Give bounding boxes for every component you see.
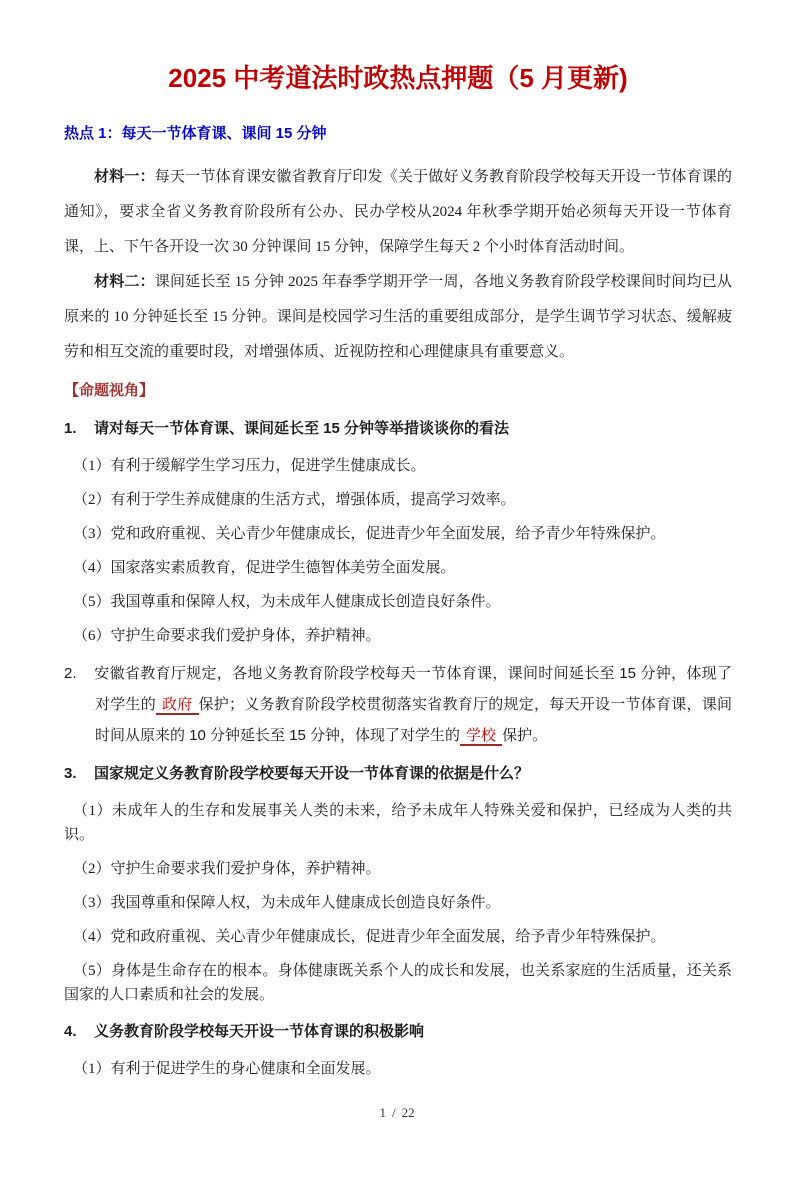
section-label: 【命题视角】 (64, 382, 155, 399)
question-3-number: 3. (64, 765, 77, 782)
material-2-paragraph (64, 265, 732, 370)
question-4-heading (64, 1017, 732, 1047)
answer-point: （1）有利于缓解学生学习压力，促进学生健康成长。 (73, 458, 426, 474)
document-title: 2025 中考道法时政热点押题（5 月更新) (168, 63, 628, 93)
page-total: 22 (401, 1105, 415, 1120)
material-2-text: 课间延长至 15 分钟 2025 年春季学期开学一周，各地义务教育阶段学校课间时间均已从原来的 10 分钟延长至 15 分钟。课间是校园学习生活的重要组成部分，是学生调节学习状态、缓解疲劳和相互交流的重要时段，对增强体质、近视防控和心理健康具有重要意义。 (64, 274, 732, 360)
answer-point: （3）党和政府重视、关心青少年健康成长，促进青少年全面发展，给予青少年特殊保护。 (73, 526, 666, 542)
document-page (0, 58, 794, 1181)
material-1-label: 材料一： (94, 169, 155, 185)
question-2-number: 2. (64, 665, 77, 682)
answer-point: （1）未成年人的生存和发展事关人类的未来，给予未成年人特殊关爱和保护，已经成为人类的共识。 (64, 803, 732, 843)
question-4-number: 4. (64, 1023, 77, 1040)
page-footer (0, 1104, 794, 1122)
answer-point: （2）有利于学生养成健康的生活方式，增强体质，提高学习效率。 (73, 492, 516, 508)
answer-point: （4）国家落实素质教育，促进学生德智体美劳全面发展。 (73, 560, 456, 576)
answer-point: （2）守护生命要求我们爱护身体，养护精神。 (73, 861, 381, 877)
answer-point: （5）我国尊重和保障人权，为未成年人健康成长创造良好条件。 (73, 594, 501, 610)
question-2-segment-2: 保护；义务教育阶段学校贯彻落实省教育厅的规定，每天开设一节体育课，课间时间从原来的 10 分钟延长至 15 分钟，体现了对学生的 (95, 696, 732, 744)
question-2-text (64, 658, 732, 751)
material-2-label: 材料二： (94, 274, 155, 290)
question-4-title: 义务教育阶段学校每天开设一节体育课的积极影响 (94, 1023, 425, 1040)
materials-section (64, 160, 732, 370)
question-3-title: 国家规定义务教育阶段学校要每天开设一节体育课的依据是什么？ (94, 765, 530, 782)
question-1-heading (64, 414, 732, 444)
question-1-number: 1. (64, 420, 77, 437)
question-1-title: 请对每天一节体育课、课间延长至 15 分钟等举措谈谈你的看法 (94, 420, 510, 437)
question-2-blank-school: 学校 (460, 727, 502, 746)
page-separator: / (391, 1105, 396, 1120)
question-2-blank-government: 政府 (156, 696, 199, 715)
question-2-segment-3: 保护。 (502, 727, 548, 744)
hotspot-heading: 热点 1：每天一节体育课、课间 15 分钟 (64, 125, 327, 142)
answer-point: （6）守护生命要求我们爱护身体，养护精神。 (73, 628, 381, 644)
question-2-segment-1: 安徽省教育厅规定，各地义务教育阶段学校每天一节体育课，课间时间延长至 15 分钟，体现了对学生的 (94, 665, 732, 713)
answer-point: （1）有利于促进学生的身心健康和全面发展。 (73, 1061, 381, 1077)
material-1-text: 每天一节体育课安徽省教育厅印发《关于做好义务教育阶段学校每天开设一节体育课的通知》，要求全省义务教育阶段所有公办、民办学校从2024 年秋季学期开始必须每天开设一节体育课，上、下午各开设一次 30 分钟课间 15 分钟，保障学生每天 2 个小时体育活动时间。 (64, 169, 732, 255)
page-number: 1 (379, 1105, 386, 1120)
answer-point: （3）我国尊重和保障人权，为未成年人健康成长创造良好条件。 (73, 895, 501, 911)
answer-point: （4）党和政府重视、关心青少年健康成长，促进青少年全面发展，给予青少年特殊保护。 (73, 929, 666, 945)
answer-point: （5）身体是生命存在的根本。身体健康既关系个人的成长和发展，也关系家庭的生活质量，还关系国家的人口素质和社会的发展。 (64, 963, 732, 1003)
material-1-paragraph (64, 160, 732, 265)
question-3-heading (64, 759, 732, 789)
